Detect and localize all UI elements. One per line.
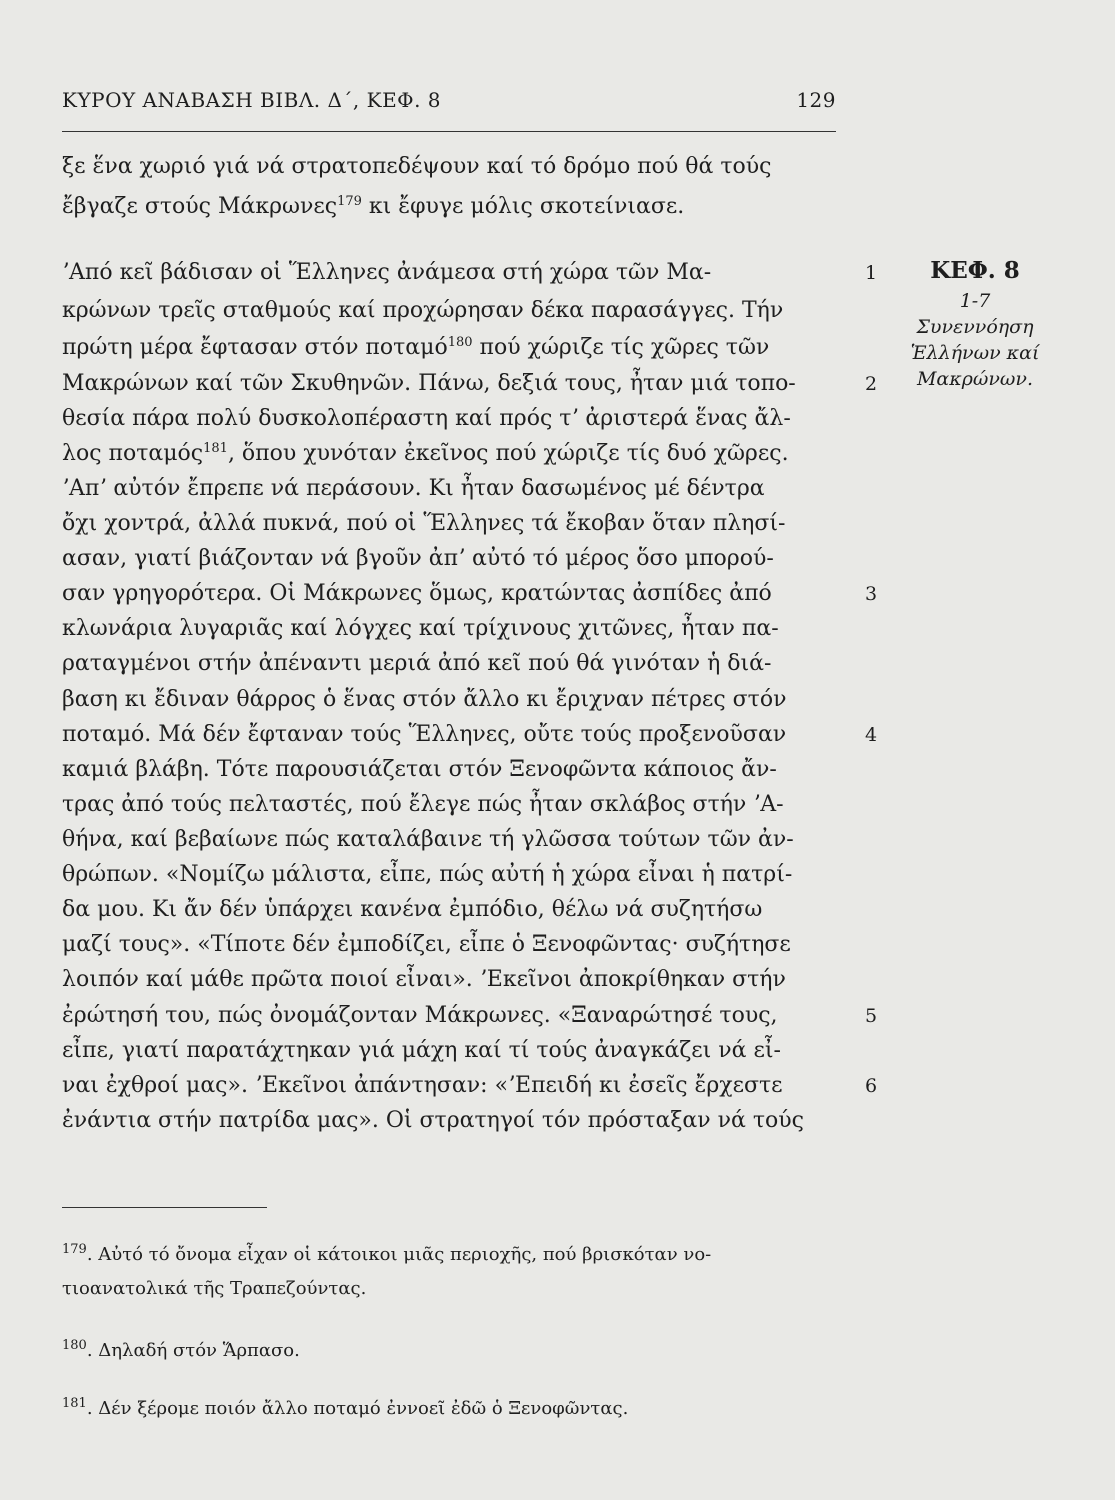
section-number: 4 — [864, 724, 878, 746]
section-number: 5 — [864, 1005, 878, 1027]
body-line: ἔβγαζε στούς Μάκρωνες$^{179}$ κι ἔφυγε μόλις σκοτείνιασε. — [62, 194, 685, 219]
body-line: κλωνάρια λυγαριᾶς καί λόγχες καί τρίχινους χιτῶνες, ἦταν πα- — [62, 616, 779, 641]
body-line: πρώτη μέρα ἔφτασαν στόν ποταμό$^{180}$ πού χώριζε τίς χῶρες τῶν — [62, 335, 770, 360]
body-line: ὄχι χοντρά, ἀλλά πυκνά, πού οἱ Ἕλληνες τά ἔκοβαν ὅταν πλησί- — [62, 511, 786, 536]
page-number: 129 — [796, 88, 836, 112]
body-line: σαν γρηγορότερα. Οἱ Μάκρωνες ὅμως, κρατώντας ἀσπίδες ἀπό — [62, 581, 772, 606]
chapter-heading: ΚΕΦ. 8 — [930, 257, 1020, 284]
body-line: θρώπων. «Νομίζω μάλιστα, εἶπε, πώς αὐτή ἡ χώρα εἶναι ἡ πατρί- — [62, 862, 793, 887]
body-line: δα μου. Κι ἄν δέν ὑπάρχει κανένα ἐμπόδιο, θέλω νά συζητήσω — [62, 897, 763, 922]
footnote-ref: 181 — [203, 441, 228, 456]
body-line: ποταμό. Μά δέν ἔφταναν τούς Ἕλληνες, οὔτε τούς προξενοῦσαν — [62, 722, 787, 747]
body-line: ἐνάντια στήν πατρίδα μας». Οἱ στρατηγοί τόν πρόσταξαν νά τούς — [62, 1108, 804, 1133]
chapter-range: 1-7 — [959, 290, 991, 312]
chapter-summary-line: Συνεννόηση — [916, 316, 1034, 338]
chapter-summary-line: Ἑλλήνων καί — [910, 342, 1040, 364]
body-line: κρώνων τρεῖς σταθμούς καί προχώρησαν δέκα παρασάγγες. Τήν — [62, 298, 784, 323]
body-line: θήνα, καί βεβαίωνε πώς καταλάβαινε τή γλῶσσα τούτων τῶν ἀν- — [62, 827, 794, 852]
section-number: 1 — [864, 262, 878, 284]
footnote-number: 179 — [62, 1242, 87, 1257]
footnote-number: 180 — [62, 1338, 87, 1353]
body-line: ραταγμένοι στήν ἀπέναντι μεριά ἀπό κεῖ πού θά γινόταν ἡ διά- — [62, 651, 772, 676]
footnote-ref: 180 — [447, 335, 473, 350]
footnote-rule — [62, 1207, 267, 1208]
body-line: λος ποταμός$^{181}$, ὅπου χυνόταν ἐκεῖνος πού χώριζε τίς δυό χῶρες. — [62, 441, 789, 466]
body-line: βαση κι ἔδιναν θάρρος ὁ ἕνας στόν ἄλλο κι ἔριχναν πέτρες στόν — [62, 687, 787, 712]
running-title: ΚΥΡΟΥ ΑΝΑΒΑΣΗ ΒΙΒΛ. Δ΄, ΚΕΦ. 8 — [62, 88, 442, 112]
body-line: ασαν, γιατί βιάζονταν νά βγοῦν ἀπʼ αὐτό τό μέρος ὅσο μπορού- — [62, 546, 774, 571]
section-number: 3 — [864, 583, 878, 605]
chapter-summary-line: Μακρώνων. — [916, 368, 1034, 390]
body-line: εἶπε, γιατί παρατάχτηκαν γιά μάχη καί τί τούς ἀναγκάζει νά εἶ- — [62, 1038, 781, 1063]
body-line: καμιά βλάβη. Τότε παρουσιάζεται στόν Ξενοφῶντα κάποιος ἄν- — [62, 757, 777, 782]
body-line: τρας ἀπό τούς πελταστές, πού ἔλεγε πώς ἦταν σκλάβος στήν ʼΑ- — [62, 792, 784, 817]
header-rule — [62, 131, 836, 132]
footnote: $^{179}$. Αὐτό τό ὄνομα εἶχαν οἱ κάτοικοι μιᾶς περιοχῆς, πού βρισκόταν νο- — [62, 1242, 712, 1265]
footnote-ref: 179 — [337, 194, 362, 209]
section-number: 6 — [864, 1075, 878, 1097]
section-number: 2 — [864, 373, 878, 395]
body-line: μαζί τους». «Τίποτε δέν ἐμποδίζει, εἶπε ὁ Ξενοφῶντας· συζήτησε — [62, 932, 791, 957]
body-line: ʼΑπʼ αὐτόν ἔπρεπε νά περάσουν. Κι ἦταν δασωμένος μέ δέντρα — [62, 476, 765, 501]
body-line: ἐρώτησή του, πώς ὀνομάζονταν Μάκρωνες. «Ξαναρώτησέ τους, — [62, 1003, 778, 1028]
body-line: ʼΑπό κεῖ βάδισαν οἱ Ἕλληνες ἀνάμεσα στή χώρα τῶν Μα- — [62, 260, 712, 285]
footnote-number: 181 — [62, 1396, 87, 1411]
body-line: λοιπόν καί μάθε πρῶτα ποιοί εἶναι». ʼΕκεῖνοι ἀποκρίθηκαν στήν — [62, 967, 786, 992]
body-line: Μακρώνων καί τῶν Σκυθηνῶν. Πάνω, δεξιά τους, ἦταν μιά τοπο- — [62, 371, 796, 396]
footnote-continuation: τιοανατολικά τῆς Τραπεζούντας. — [62, 1278, 367, 1299]
body-line: θεσία πάρα πολύ δυσκολοπέραστη καί πρός τʼ ἀριστερά ἕνας ἄλ- — [62, 406, 791, 431]
body-line: ξε ἕνα χωριό γιά νά στρατοπεδέψουν καί τό δρόμο πού θά τούς — [62, 154, 772, 179]
chapter-margin-note — [890, 254, 1060, 392]
footnote: $^{180}$. Δηλαδή στόν Ἅρπασο. — [62, 1338, 300, 1361]
footnote: $^{181}$. Δέν ξέρομε ποιόν ἄλλο ποταμό ἐννοεῖ ἐδῶ ὁ Ξενοφῶντας. — [62, 1396, 629, 1419]
body-line: ναι ἐχθροί μας». ʼΕκεῖνοι ἀπάντησαν: «ʼΕπειδή κι ἐσεῖς ἔρχεστε — [62, 1073, 783, 1098]
